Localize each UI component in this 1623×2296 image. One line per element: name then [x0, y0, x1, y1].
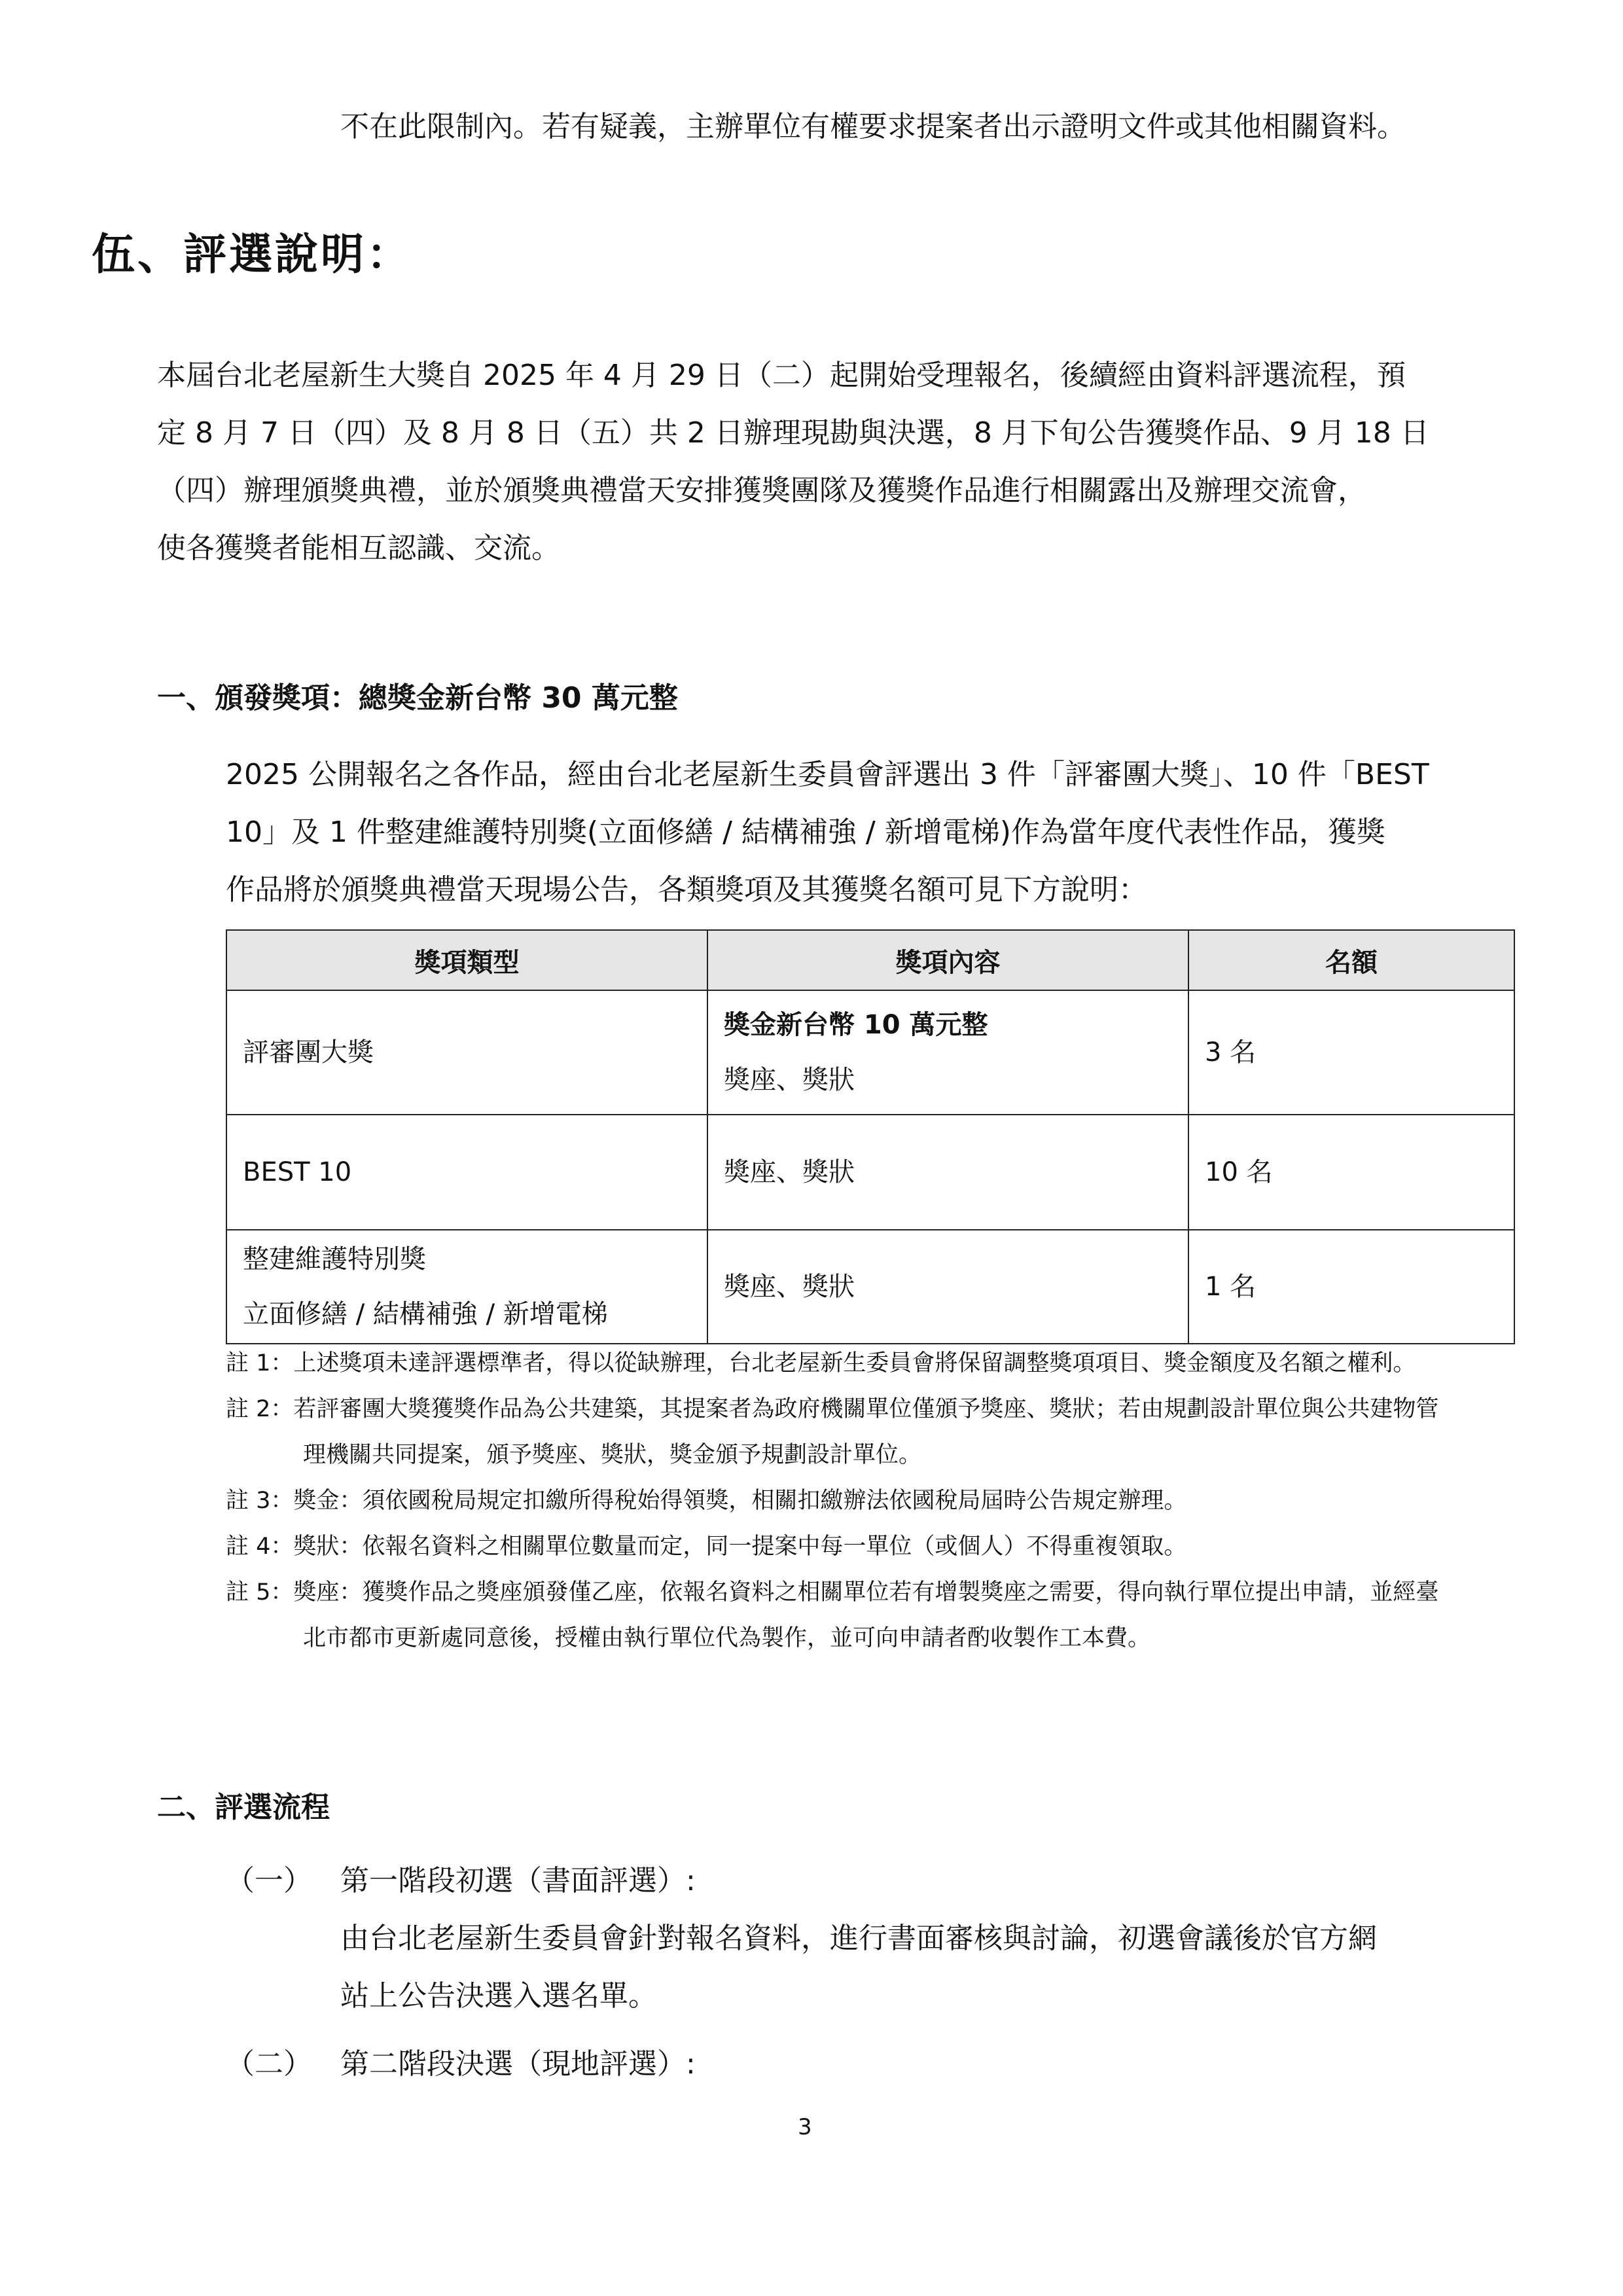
- award-count-cell: [1188, 1115, 1514, 1230]
- page-number: 3: [798, 2114, 812, 2140]
- stage1-body: [340, 1910, 1377, 2025]
- award-type: BEST 10: [243, 1157, 352, 1187]
- table-row: [226, 1230, 1514, 1344]
- continuation-text: 不在此限制內。若有疑義，主辦單位有權要求提案者出示證明文件或其他相關資料。: [340, 110, 1406, 143]
- awards-description-line: 作品將於頒獎典禮當天現場公告，各類獎項及其獲獎名額可見下方說明：: [226, 873, 1147, 906]
- award-count-cell: [1188, 1230, 1514, 1344]
- note-line: 理機關共同提案，頒予獎座、獎狀，獎金頒予規劃設計單位。: [303, 1442, 922, 1468]
- notes: [226, 1340, 1438, 1661]
- awards-table: [226, 929, 1515, 1344]
- award-count: 3 名: [1205, 1037, 1257, 1067]
- note-line: 註 1：上述獎項未達評選標準者，得以從缺辦理，台北老屋新生委員會將保留調整獎項項目、獎金額度及名額之權利。: [226, 1350, 1416, 1376]
- intro-paragraph: [157, 347, 1429, 577]
- stage1-title: 第一階段初選（書面評選）:: [340, 1864, 696, 1897]
- award-count: 1 名: [1205, 1272, 1257, 1302]
- award-type-cell: [226, 1230, 707, 1344]
- intro-line: 本屆台北老屋新生大獎自 2025 年 4 月 29 日（二）起開始受理報名，後續經由資料評選流程，預: [157, 359, 1406, 392]
- note-line: 註 2：若評審團大獎獲獎作品為公共建築，其提案者為政府機關單位僅頒予獎座、獎狀；若由規劃設計單位與公共建物管: [226, 1396, 1439, 1422]
- intro-line: 使各獲獎者能相互認識、交流。: [157, 531, 560, 565]
- note-line: 註 4：獎狀：依報名資料之相關單位數量而定，同一提案中每一單位（或個人）不得重複領取。: [226, 1534, 1187, 1560]
- awards-heading: 一、頒發獎項：總獎金新台幣 30 萬元整: [157, 681, 678, 715]
- award-type-cell: [226, 990, 707, 1115]
- awards-description-line: 2025 公開報名之各作品，經由台北老屋新生委員會評選出 3 件「評審團大獎」、10 件「BEST: [226, 758, 1429, 791]
- award-content-prize: 獎金新台幣 10 萬元整: [724, 1010, 988, 1040]
- note-line: 北市都市更新處同意後，授權由執行單位代為製作，並可向申請者酌收製作工本費。: [303, 1625, 1151, 1651]
- stage1-marker: （一）: [226, 1864, 312, 1897]
- note-line: 註 5：獎座：獲獎作品之獎座頒發僅乙座，依報名資料之相關單位若有增製獎座之需要，得向執行單位提出申請，並經臺: [226, 1579, 1439, 1605]
- award-type: 整建維護特別獎: [243, 1244, 426, 1274]
- table-row: [226, 990, 1514, 1115]
- process-heading: 二、評選流程: [157, 1791, 330, 1824]
- award-type: 評審團大獎: [243, 1037, 374, 1067]
- award-content-cell: [707, 1115, 1188, 1230]
- intro-line: 定 8 月 7 日（四）及 8 月 8 日（五）共 2 日辦理現勘與決選，8 月下旬公告獲獎作品、9 月 18 日: [157, 416, 1429, 450]
- stage1-body-line: 站上公告決選入選名單。: [340, 1979, 657, 2013]
- stage2-marker: （二）: [226, 2047, 312, 2081]
- awards-description-line: 10」及 1 件整建維護特別獎(立面修繕 / 結構補強 / 新增電梯)作為當年度代表性作品，獲獎: [226, 816, 1385, 849]
- intro-line: （四）辦理頒獎典禮，並於頒獎典禮當天安排獲獎團隊及獲獎作品進行相關露出及辦理交流會，: [157, 474, 1366, 507]
- header-quota: 名額: [1188, 930, 1514, 990]
- header-award-type: 獎項類型: [226, 930, 707, 990]
- award-count-cell: [1188, 990, 1514, 1115]
- table-header-row: [226, 930, 1514, 990]
- award-content-items: 獎座、獎狀: [724, 1272, 855, 1302]
- award-type-cell: [226, 1115, 707, 1230]
- award-content-items: 獎座、獎狀: [724, 1065, 855, 1095]
- award-type-subtitle: 立面修繕 / 結構補強 / 新增電梯: [243, 1299, 608, 1329]
- note-line: 註 3：獎金：須依國稅局規定扣繳所得稅始得領獎，相關扣繳辦法依國稅局屆時公告規定辦理。: [226, 1488, 1187, 1514]
- award-content-cell: [707, 990, 1188, 1115]
- award-count: 10 名: [1205, 1157, 1273, 1187]
- award-content-items: 獎座、獎狀: [724, 1157, 855, 1187]
- stage1-body-line: 由台北老屋新生委員會針對報名資料，進行書面審核與討論，初選會議後於官方網: [340, 1922, 1377, 1955]
- awards-description: [226, 746, 1429, 919]
- header-award-content: 獎項內容: [707, 930, 1188, 990]
- section-title: 伍、評選說明：: [92, 229, 412, 279]
- award-content-cell: [707, 1230, 1188, 1344]
- stage2-title: 第二階段決選（現地評選）:: [340, 2047, 696, 2081]
- table-row: [226, 1115, 1514, 1230]
